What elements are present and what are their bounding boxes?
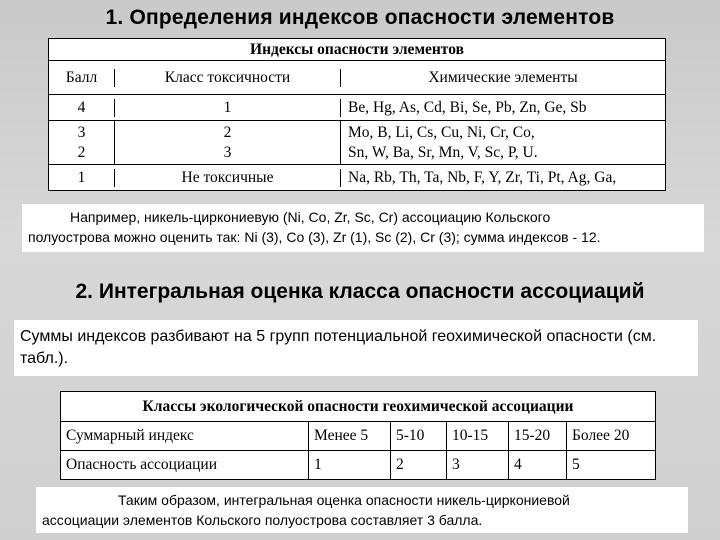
example-line: полуострова можно оценить так: Ni (3), Co (3), Zr (1), Sc (2), Cr (3); сумма индексов - 12.	[28, 229, 601, 245]
table-cell: 10-15	[447, 422, 509, 450]
table-cell: Более 20	[572, 427, 630, 444]
row-label: Опасность ассоциации	[61, 451, 309, 479]
class-cell: Не токсичные	[115, 169, 341, 187]
table-cell: 4	[509, 451, 567, 479]
class-value: 2	[223, 123, 232, 141]
section-2-heading: 2. Интегральная оценка класса опасности ассоциаций	[75, 280, 645, 303]
class-cell: 1	[115, 99, 341, 117]
elements-value: Mo, B, Li, Cs, Cu, Ni, Cr, Co,	[348, 123, 535, 141]
row-label: Суммарный индекс	[61, 422, 309, 450]
table-cell: 1	[309, 451, 391, 479]
elements-value: Sn, W, Ba, Sr, Mn, V, Sc, P, U.	[348, 143, 538, 161]
hazard-class-table	[60, 391, 656, 480]
column-header-toxicity-class: Класс токсичности	[115, 69, 341, 87]
table-cell: 15-20	[509, 422, 567, 450]
table-cell: 2	[391, 451, 447, 479]
table-cell: 5	[572, 456, 580, 473]
score-cell: 4	[49, 99, 115, 117]
section-1-heading: 1. Определения индексов опасности элементов	[105, 6, 615, 29]
table-row	[61, 451, 655, 479]
score-cell: 1	[49, 169, 115, 187]
elements-cell: Be, Hg, As, Cd, Bi, Se, Pb, Zn, Ge, Sb	[348, 98, 587, 116]
table-header-row	[49, 61, 665, 95]
column-header-elements: Химические элементы	[428, 68, 578, 86]
example-line: Например, никель-циркониевую (Ni, Co, Zr, Sc, Cr) ассоциацию Кольского	[70, 209, 551, 225]
score-value: 3	[77, 123, 86, 141]
hazard-index-table	[48, 38, 666, 191]
table-row	[49, 121, 665, 165]
conclusion-line: ассоциации элементов Кольского полуострова составляет 3 балла.	[42, 512, 483, 528]
conclusion-line: Таким образом, интегральная оценка опасности никель-циркониевой	[118, 492, 570, 508]
table-caption: Классы экологической опасности геохимической ассоциации	[61, 392, 655, 422]
sums-description-box: Суммы индексов разбивают на 5 групп потенциальной геохимической опасности (см. табл.).	[14, 320, 698, 376]
table-row	[49, 95, 665, 121]
conclusion-box	[36, 487, 688, 533]
table-cell: 5-10	[391, 422, 447, 450]
example-box	[22, 204, 704, 252]
table-cell: 3	[447, 451, 509, 479]
table-row	[61, 422, 655, 451]
elements-cell: Na, Rb, Th, Ta, Nb, F, Y, Zr, Ti, Pt, Ag, Ga,	[348, 168, 617, 186]
table-cell: Менее 5	[309, 422, 391, 450]
class-cell	[115, 121, 341, 164]
table-caption: Индексы опасности элементов	[49, 39, 665, 61]
class-value: 3	[223, 143, 232, 161]
table-row	[49, 165, 665, 190]
column-header-score: Балл	[49, 69, 115, 87]
elements-cell	[341, 121, 665, 164]
score-value: 2	[77, 143, 86, 161]
score-cell	[49, 121, 115, 164]
